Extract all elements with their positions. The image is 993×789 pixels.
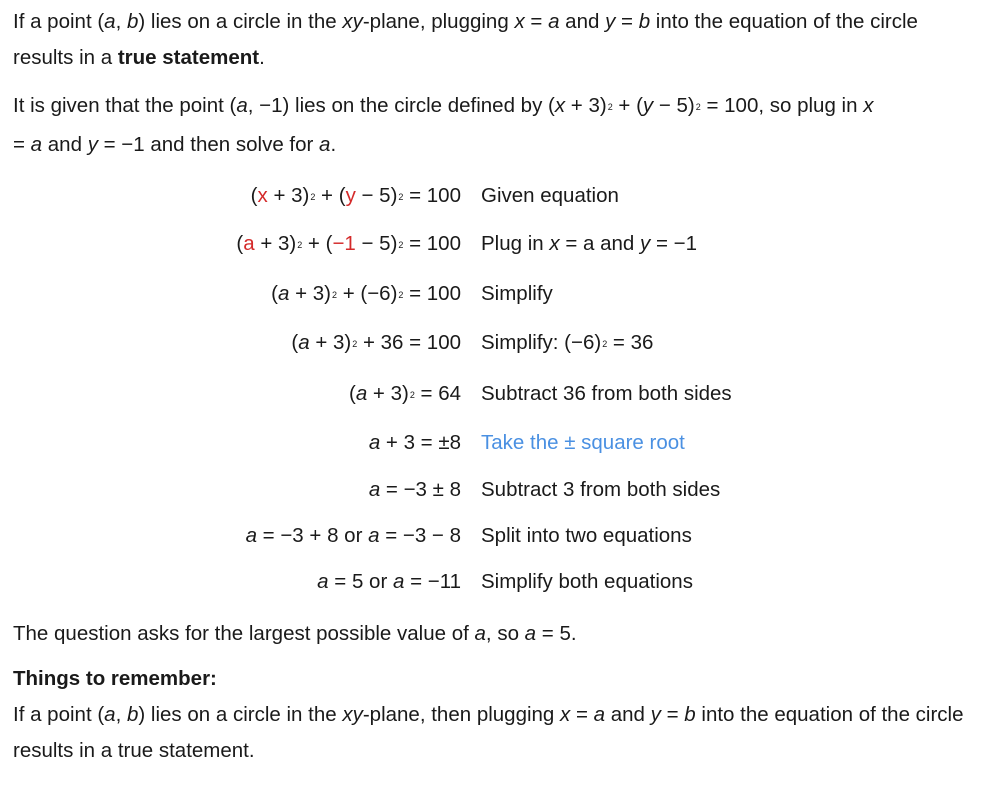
step-row-1 (0, 181, 993, 211)
step-7-note: Subtract 3 from both sides (481, 478, 721, 501)
true-statement-emphasis: true statement (117, 46, 260, 69)
step-2-note: Plug in x = a and y = −1 (481, 232, 697, 255)
step-3-equation: $(a + 3)^2 + (-6)^2 = 100$ (271, 282, 461, 305)
step-6-note: Take the ± square root (481, 431, 685, 454)
step-row-3 (0, 279, 993, 309)
step-row-4 (0, 328, 993, 358)
remember-paragraph: If a point (a, b) lies on a circle in the xy-plane, then plugging x = a and y = b into the equation of the circle results in a true statement. (13, 703, 964, 762)
step-5-equation: $(a + 3)^2 = 64$ (348, 382, 461, 405)
step-row-7 (0, 475, 993, 505)
remember-heading: Things to remember: (13, 667, 217, 690)
step-row-8 (0, 521, 993, 551)
given-paragraph: It is given that the point (a, −1) lies on the circle defined by $(x + 3)^2 + (y - 5)^2 = 100$, so plug in x = a and y = −1 and then solve for a. (13, 94, 874, 156)
step-8-equation: a = −3 + 8 or a = −3 − 8 (245, 524, 461, 547)
step-7-equation: a = −3 ± 8 (368, 478, 461, 501)
step-4-note: Simplify: $(-6)^2 = 36$ (481, 331, 654, 354)
step-9-equation: a = 5 or a = −11 (317, 570, 461, 593)
step-row-5 (0, 379, 993, 409)
step-5-note: Subtract 36 from both sides (481, 382, 732, 405)
step-1-note: Given equation (481, 184, 619, 207)
step-6-equation: a + 3 = ±8 (368, 431, 461, 454)
step-4-equation: $(a + 3)^2 + 36 = 100$ (291, 331, 461, 354)
step-row-9 (0, 567, 993, 597)
step-8-note: Split into two equations (481, 524, 692, 547)
step-3-note: Simplify (481, 282, 553, 305)
intro-paragraph: If a point (a, b) lies on a circle in the xy-plane, plugging x = a and y = b into the equation of the circle results in a true statement. (13, 10, 918, 69)
step-row-6 (0, 428, 993, 458)
step-1-equation: $(x + 3)^2 + (y - 5)^2 = 100$ (250, 184, 461, 207)
conclusion-paragraph: The question asks for the largest possible value of a, so a = 5. (13, 622, 577, 645)
step-row-2 (0, 229, 993, 259)
step-2-equation: $(a + 3)^2 + (-1 - 5)^2 = 100$ (236, 232, 461, 255)
step-9-note: Simplify both equations (481, 570, 693, 593)
